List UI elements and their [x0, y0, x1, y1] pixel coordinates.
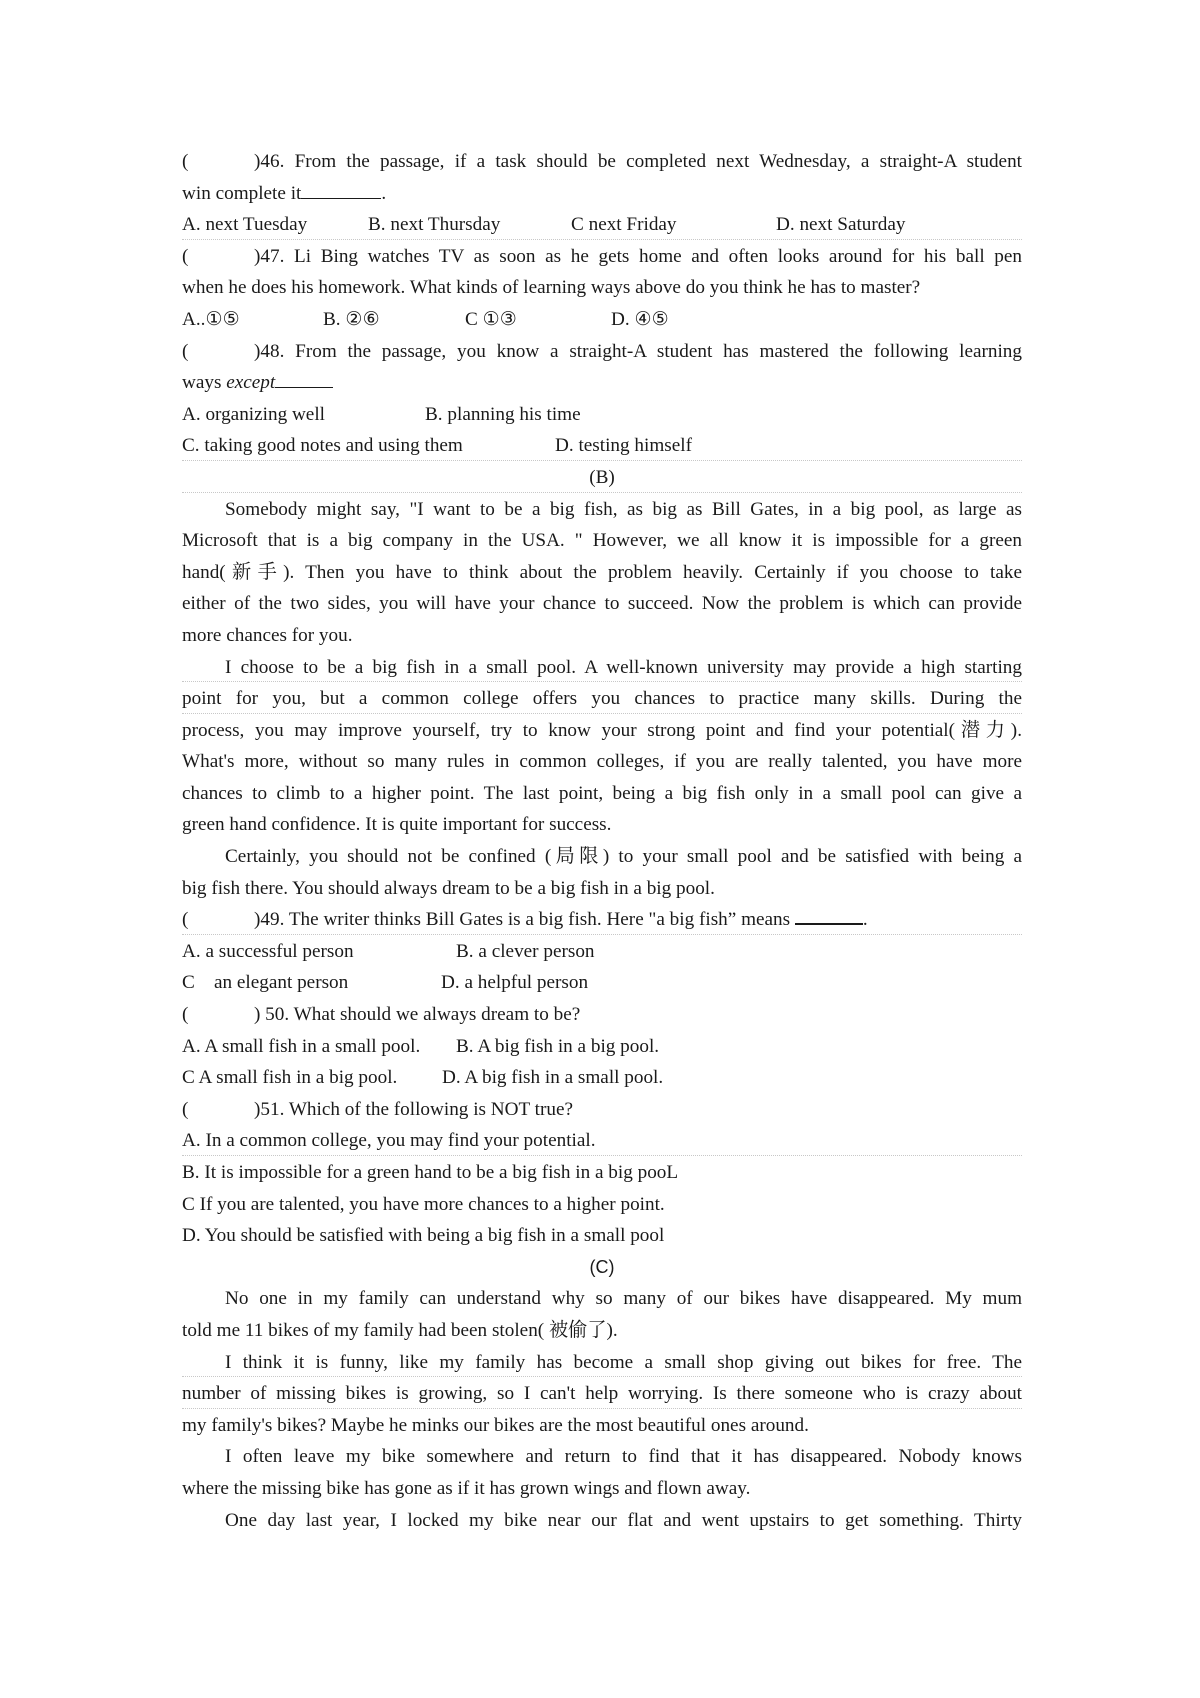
option-a: A. In a common college, you may find your potential. — [182, 1125, 1022, 1157]
question-48-options-row2 — [182, 430, 1022, 462]
passage-b-p2-line: I choose to be a big fish in a small pool. A well-known university may provide a high starting — [182, 652, 1022, 684]
option-c: C ①③ — [465, 308, 517, 330]
option-a: A..①⑤ — [182, 308, 240, 330]
option-b: B. planning his time — [425, 403, 581, 425]
option-c: C next Friday — [571, 214, 677, 236]
passage-b-p2-line: process, you may improve yourself, try to know your strong point and find your potential(潜力). — [182, 719, 1022, 741]
question-51-text: )51. Which of the following is NOT true? — [254, 1098, 574, 1120]
question-49-options-row2 — [182, 967, 1022, 999]
passage-b-p1-line: more chances for you. — [182, 624, 353, 646]
option-d: D. You should be satisfied with being a big fish in a small pool — [182, 1225, 665, 1247]
question-47-stem — [182, 241, 1022, 273]
option-d: D. next Saturday — [776, 214, 906, 236]
passage-b-p1-line: hand(新手). Then you have to think about the problem heavily. Certainly if you choose to take — [182, 561, 1022, 583]
answer-blank — [275, 369, 333, 388]
answer-paren: ( — [182, 1098, 189, 1120]
option-a: A. a successful person — [182, 940, 354, 962]
answer-paren: ( — [182, 151, 189, 172]
option-d: D. A big fish in a small pool. — [442, 1067, 664, 1089]
option-c: C If you are talented, you have more chances to a higher point. — [182, 1193, 665, 1215]
passage-c-p3-line: I often leave my bike somewhere and return to find that it has disappeared. Nobody knows — [225, 1446, 1022, 1468]
passage-b-p3-line: Certainly, you should not be confined (局限) to your small pool and be satisfied with being a — [225, 846, 1022, 868]
passage-b-p1-line: Microsoft that is a big company in the USA. " However, we all know it is impossible for a green — [182, 530, 1022, 552]
passage-b-p1-line: either of the two sides, you will have your chance to succeed. Now the problem is which can provide — [182, 593, 1022, 615]
passage-b-p2-line: point for you, but a common college offers you chances to practice many skills. During the — [182, 683, 1022, 715]
answer-paren: ( — [182, 909, 189, 931]
answer-paren: ( — [182, 245, 189, 267]
option-b: B. ②⑥ — [323, 308, 380, 330]
option-d: D. ④⑤ — [611, 308, 669, 330]
question-48-stem — [182, 336, 1022, 368]
option-a: A. A small fish in a small pool. — [182, 1035, 421, 1057]
passage-c-p2-line: my family's bikes? Maybe he minks our bikes are the most beautiful ones around. — [182, 1414, 809, 1436]
passage-c-p1-line: told me 11 bikes of my family had been stolen( 被偷了). — [182, 1319, 618, 1341]
question-49-text: )49. The writer thinks Bill Gates is a big fish. Here "a big fish” means — [254, 909, 795, 931]
passage-b-p2-line: chances to climb to a higher point. The last point, being a big fish only in a small pool can give a — [182, 782, 1022, 804]
passage-b-p3-line: big fish there. You should always dream to be a big fish in a big pool. — [182, 877, 715, 899]
answer-paren: ( — [182, 1004, 189, 1026]
question-50-stem — [182, 999, 1022, 1031]
answer-blank — [301, 180, 381, 199]
question-48-text: )48. From the passage, you know a straight-A student has mastered the following learning — [254, 340, 1022, 362]
question-47-options — [182, 304, 1022, 336]
option-b: B. A big fish in a big pool. — [456, 1035, 660, 1057]
passage-c-p4-line: One day last year, I locked my bike near our flat and went upstairs to get something. Thirty — [225, 1509, 1022, 1531]
exam-page — [182, 146, 1022, 1536]
question-47-text: )47. Li Bing watches TV as soon as he gets home and often looks around for his ball pen — [254, 245, 1022, 267]
passage-c-p1-line: No one in my family can understand why so many of our bikes have disappeared. My mum — [225, 1288, 1022, 1310]
section-b-heading: (B) — [182, 462, 1022, 494]
passage-c-p2-line: I think it is funny, like my family has become a small shop giving out bikes for free. The — [182, 1347, 1022, 1379]
question-46-options — [182, 209, 1022, 241]
option-b: B. It is impossible for a green hand to be a big fish in a big pooL — [182, 1162, 679, 1183]
question-46-stem — [182, 146, 1022, 178]
question-49-stem: ( )49. The writer thinks Bill Gates is a big fish. Here "a big fish” means . — [182, 904, 1022, 936]
option-a: A. next Tuesday — [182, 214, 308, 236]
question-50-options-row2 — [182, 1062, 1022, 1094]
answer-paren: ( — [182, 340, 189, 362]
option-c: C an elegant person — [182, 972, 349, 994]
option-c: C. taking good notes and using them — [182, 435, 463, 457]
question-49-options-row1 — [182, 936, 1022, 968]
option-d: D. a helpful person — [441, 972, 589, 994]
passage-c-p3-line: where the missing bike has gone as if it has grown wings and flown away. — [182, 1477, 751, 1499]
question-48-stem-cont: ways except — [182, 367, 1022, 399]
passage-b-p2-line: green hand confidence. It is quite important for success. — [182, 814, 612, 836]
question-51-stem — [182, 1094, 1022, 1126]
answer-blank — [795, 905, 863, 925]
question-46-stem-cont: win complete it . — [182, 178, 1022, 210]
passage-b-p1-line: Somebody might say, "I want to be a big fish, as big as Bill Gates, in a big pool, as large as — [225, 498, 1022, 520]
option-b: B. next Thursday — [368, 214, 501, 236]
question-50-text: ) 50. What should we always dream to be? — [254, 1004, 581, 1026]
option-c: C A small fish in a big pool. — [182, 1067, 398, 1089]
question-47-stem-cont: when he does his homework. What kinds of learning ways above do you think he has to master? — [182, 277, 921, 299]
section-c-heading: (C) — [589, 1256, 615, 1277]
passage-c-p2-line: number of missing bikes is growing, so I can't help worrying. Is there someone who is crazy about — [182, 1378, 1022, 1410]
option-a: A. organizing well — [182, 403, 325, 425]
passage-b-p2-line: What's more, without so many rules in common colleges, if you are really talented, you have more — [182, 751, 1022, 773]
option-d: D. testing himself — [555, 435, 692, 457]
question-46-text: )46. From the passage, if a task should be completed next Wednesday, a straight-A student — [254, 151, 1022, 172]
question-48-options-row1 — [182, 399, 1022, 431]
question-50-options-row1 — [182, 1031, 1022, 1063]
option-b: B. a clever person — [456, 940, 595, 962]
